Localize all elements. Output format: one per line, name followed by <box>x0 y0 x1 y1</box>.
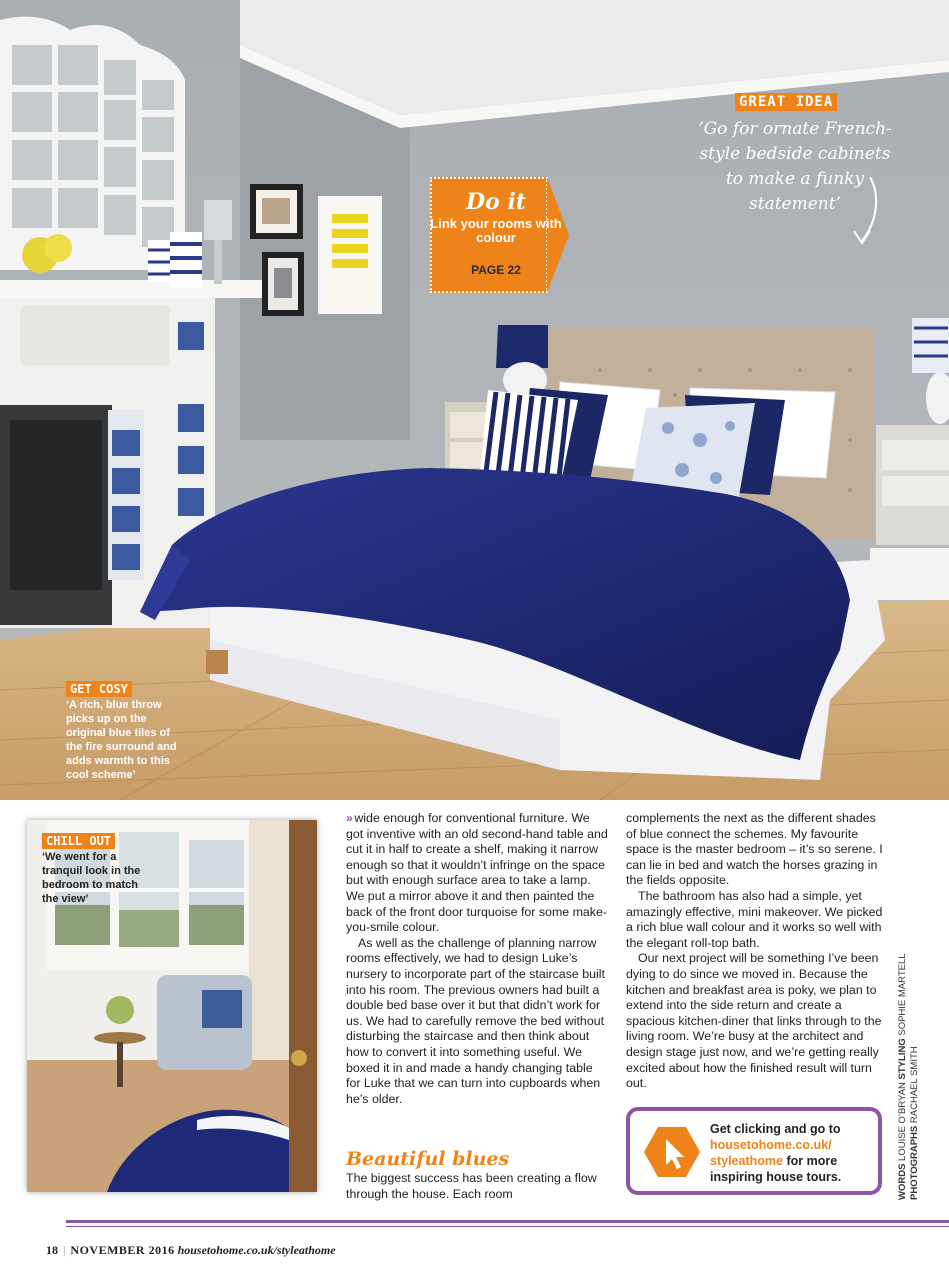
article-column-2 <box>626 811 888 1092</box>
page-footer <box>46 1243 336 1258</box>
promo-text <box>710 1121 875 1185</box>
page-number: 18 <box>46 1243 58 1257</box>
article-paragraph: The biggest success has been creating a flow through the house. Each room <box>346 1171 597 1201</box>
do-it-title: Do it <box>466 189 526 215</box>
promo-line2: for more inspiring house tours. <box>710 1154 842 1184</box>
cursor-click-icon <box>644 1125 700 1179</box>
footer-separator: | <box>63 1243 66 1257</box>
issue-date: NOVEMBER 2016 <box>70 1243 175 1257</box>
do-it-page-ref: PAGE 22 <box>471 263 521 277</box>
article-paragraph: complements the next as the different shades of blue connect the schemes. My favourite space is the master bedroom – it’s so serene. I can lie in bed and watch the horses grazing in the fields opposite. <box>626 811 883 888</box>
footer-url[interactable]: housetohome.co.uk/styleathome <box>177 1243 336 1257</box>
credits-line2 <box>909 953 921 1200</box>
great-idea-quote: ‘Go for ornate French-style bedside cabinets to make a funky statement’ <box>698 119 892 214</box>
photos-label: PHOTOGRAPHS <box>909 1125 920 1200</box>
styling-name: SOPHIE MARTELL <box>897 953 908 1036</box>
do-it-body: Link your rooms with colour <box>430 216 562 245</box>
credits-line1 <box>897 953 909 1200</box>
great-idea-label: GREAT IDEA <box>735 93 837 111</box>
get-cosy-quote: ‘A rich, blue throw picks up on the original blue tiles of the fire surround and adds warmth to this cool scheme’ <box>66 699 177 781</box>
section-subhead: Beautiful blues <box>346 1148 510 1170</box>
words-label: WORDS <box>897 1163 908 1200</box>
styling-label: STYLING <box>897 1038 908 1080</box>
article-column-1-continued <box>346 1171 608 1202</box>
article-paragraph: Our next project will be something I’ve been dying to do since we moved in. Because the kitchen and breakfast area is poky, we plan to extend into the side return and create a spacious kitchen-diner that links through to the living room. We’re busy at the architect and design stage just now, and we’re getting really excited about how the finished result will turn out. <box>626 951 882 1091</box>
words-name: LOUISE O’BRYAN <box>897 1082 908 1161</box>
chill-out-quote: ‘We went for a tranquil look in the bedroom to match the view’ <box>42 851 141 905</box>
promo-line1: Get clicking and go to <box>710 1122 841 1136</box>
photos-name: RACHAEL SMITH <box>909 1046 920 1124</box>
article-text: wide enough for conventional furniture. We got inventive with an old second-hand table and cut it in half to create a shelf, making it narrow enough so that it wouldn’t infringe on the space but with enough surface area to take a lamp. We put a mirror above it and then painted the back of the front door turquoise for some make-you-smile colour. <box>346 811 608 935</box>
article-paragraph: The bathroom has also had a simple, yet amazingly effective, mini makeover. We picked a rich blue wall colour and it works so well with the elegant roll-top bath. <box>626 888 883 950</box>
continue-chevron-icon: » <box>346 811 351 825</box>
article-paragraph <box>346 811 608 936</box>
curved-arrow-icon <box>840 175 880 247</box>
article-column-1 <box>346 811 608 1107</box>
do-it-badge[interactable] <box>430 177 566 293</box>
chill-out-label: CHILL OUT <box>42 833 115 849</box>
article-paragraph: As well as the challenge of planning narrow rooms effectively, we had to design Luke’s nursery to incorporate part of the staircase built into his room. The previous owners had built a double bed base over it but that didn’t work for us. We had to carefully remove the bed without disturbing the staircase and then think about how to convert it into something useful. We boxed it in and made a handy changing table for Luke that we can turn into cupboards when he’s older. <box>346 935 605 1106</box>
get-cosy-label: GET COSY <box>66 681 132 697</box>
footer-rule <box>66 1220 949 1223</box>
photo-credits <box>897 953 921 1200</box>
footer-rule-thin <box>66 1226 949 1227</box>
promo-box[interactable] <box>626 1107 882 1195</box>
promo-link[interactable]: housetohome.co.uk/ styleathome <box>710 1138 832 1168</box>
